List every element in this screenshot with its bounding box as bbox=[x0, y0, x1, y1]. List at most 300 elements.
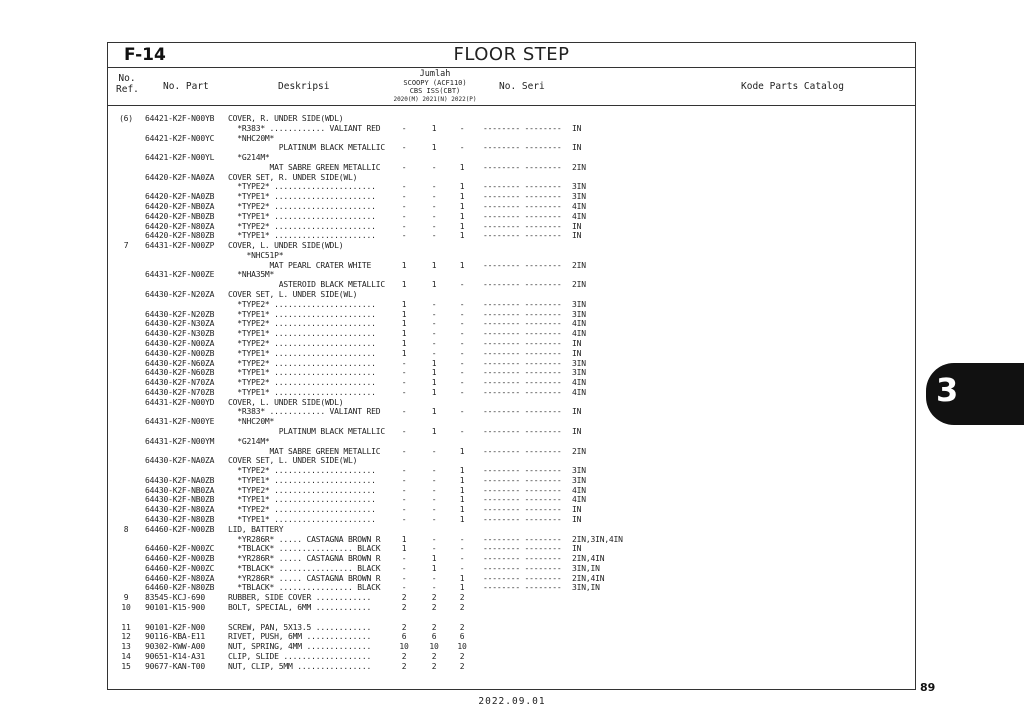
part-number: 83545-KCJ-690 bbox=[145, 593, 206, 603]
qty-2021: - bbox=[431, 221, 437, 231]
catalog-code: 3IN bbox=[572, 182, 586, 192]
table-row bbox=[108, 525, 915, 535]
table-row bbox=[108, 456, 915, 466]
qty-2021: 2 bbox=[431, 593, 437, 603]
figure-code: F-14 bbox=[124, 45, 166, 65]
serial-number: -------- -------- bbox=[483, 338, 562, 348]
table-row bbox=[108, 427, 915, 437]
part-number: 64431-K2F-N00YD bbox=[145, 397, 215, 407]
table-row bbox=[108, 476, 915, 486]
table-row bbox=[108, 251, 915, 261]
serial-number: -------- -------- bbox=[483, 485, 562, 495]
ref-header-line2: Ref. bbox=[116, 84, 139, 95]
description: *YR286R* ..... CASTAGNA BROWN R bbox=[228, 573, 381, 583]
qty-2020: 1 bbox=[401, 319, 407, 329]
description: *G214M* bbox=[228, 153, 270, 163]
qty-2020: - bbox=[401, 583, 407, 593]
table-row bbox=[108, 339, 915, 349]
catalog-code: 2IN,4IN bbox=[572, 554, 605, 564]
part-number: 64420-K2F-NB0ZA bbox=[145, 202, 215, 212]
serial-number: -------- -------- bbox=[483, 123, 562, 133]
serial-number: -------- -------- bbox=[483, 319, 562, 329]
qty-2022: - bbox=[459, 358, 465, 368]
qty-2020: 1 bbox=[401, 329, 407, 339]
table-row bbox=[108, 329, 915, 339]
description: COVER, L. UNDER SIDE(WDL) bbox=[228, 397, 344, 407]
description: *YR286R* ..... CASTAGNA BROWN R bbox=[228, 534, 381, 544]
description: MAT SABRE GREEN METALLIC bbox=[228, 446, 381, 456]
section-tab bbox=[926, 363, 1024, 425]
part-number: 64430-K2F-NA0ZA bbox=[145, 456, 215, 466]
catalog-code: IN bbox=[572, 123, 582, 133]
description: *YR286R* ..... CASTAGNA BROWN R bbox=[228, 554, 381, 564]
qty-2022: - bbox=[459, 299, 465, 309]
part-header: No. Part bbox=[163, 81, 209, 92]
ref-number: 13 bbox=[121, 642, 131, 652]
qty-2022: 1 bbox=[459, 202, 465, 212]
qty-2020: - bbox=[401, 407, 407, 417]
description: COVER SET, L. UNDER SIDE(WL) bbox=[228, 290, 358, 300]
serial-number: -------- -------- bbox=[483, 544, 562, 554]
serial-number: -------- -------- bbox=[483, 182, 562, 192]
print-date: 2022.09.01 bbox=[478, 696, 546, 707]
serial-number: -------- -------- bbox=[483, 280, 562, 290]
catalog-code: 4IN bbox=[572, 378, 586, 388]
description: *TYPE1* ...................... bbox=[228, 368, 376, 378]
catalog-code: 3IN bbox=[572, 466, 586, 476]
table-row bbox=[108, 642, 915, 652]
part-number: 64431-K2F-N00YM bbox=[145, 436, 215, 446]
table-row bbox=[108, 535, 915, 545]
qty-2020: - bbox=[401, 182, 407, 192]
part-number: 64421-K2F-N00YB bbox=[145, 114, 215, 123]
catalog-code: 4IN bbox=[572, 485, 586, 495]
qty-2021: - bbox=[431, 446, 437, 456]
description: *G214M* bbox=[228, 436, 270, 446]
qty-2022: 1 bbox=[459, 573, 465, 583]
qty-2022: - bbox=[459, 554, 465, 564]
qty-2022: 1 bbox=[459, 485, 465, 495]
qty-2021: - bbox=[431, 495, 437, 505]
part-number: 64430-K2F-N30ZA bbox=[145, 319, 215, 329]
qty-2022: 1 bbox=[459, 260, 465, 270]
qty-2022: 2 bbox=[459, 593, 465, 603]
qty-2020: - bbox=[401, 202, 407, 212]
catalog-code: 4IN bbox=[572, 329, 586, 339]
ref-number: (6) bbox=[119, 114, 133, 123]
serial-number: -------- -------- bbox=[483, 211, 562, 221]
description: *TYPE1* ...................... bbox=[228, 495, 376, 505]
part-number: 64430-K2F-NA0ZB bbox=[145, 475, 215, 485]
description: *TYPE1* ...................... bbox=[228, 348, 376, 358]
serial-number: -------- -------- bbox=[483, 505, 562, 515]
qty-2021: 1 bbox=[431, 387, 437, 397]
qty-2021: - bbox=[431, 182, 437, 192]
table-row bbox=[108, 662, 915, 672]
catalog-code: 2IN bbox=[572, 162, 586, 172]
ref-header bbox=[116, 73, 138, 95]
serial-number: -------- -------- bbox=[483, 426, 562, 436]
qty-2020: - bbox=[401, 514, 407, 524]
qty-2020: 2 bbox=[401, 622, 407, 632]
serial-number: -------- -------- bbox=[483, 554, 562, 564]
serial-number: -------- -------- bbox=[483, 514, 562, 524]
qty-2021: - bbox=[431, 505, 437, 515]
qty-2022: - bbox=[459, 319, 465, 329]
serial-number: -------- -------- bbox=[483, 573, 562, 583]
qty-2020: - bbox=[401, 162, 407, 172]
ref-header-line1: No. bbox=[118, 73, 136, 84]
table-row bbox=[108, 437, 915, 447]
jumlah-years: 2020(M) 2021(N) 2022(P) bbox=[393, 95, 477, 103]
catalog-code: IN bbox=[572, 426, 582, 436]
qty-2021: 1 bbox=[431, 358, 437, 368]
serial-number: -------- -------- bbox=[483, 221, 562, 231]
qty-2020: - bbox=[401, 554, 407, 564]
qty-2020: 6 bbox=[401, 632, 407, 642]
description: COVER SET, R. UNDER SIDE(WL) bbox=[228, 172, 358, 182]
ref-number: 12 bbox=[121, 632, 131, 642]
catalog-code: 4IN bbox=[572, 387, 586, 397]
table-row bbox=[108, 544, 915, 554]
qty-2022: 1 bbox=[459, 221, 465, 231]
part-number: 90677-KAN-T00 bbox=[145, 661, 206, 671]
qty-2022: 1 bbox=[459, 162, 465, 172]
qty-2020: - bbox=[401, 368, 407, 378]
catalog-code: 4IN bbox=[572, 211, 586, 221]
qty-2021: 1 bbox=[431, 378, 437, 388]
table-row bbox=[108, 407, 915, 417]
part-number: 64460-K2F-N00ZC bbox=[145, 563, 215, 573]
description: *TYPE2* ...................... bbox=[228, 182, 376, 192]
qty-2021: 1 bbox=[431, 554, 437, 564]
table-row bbox=[108, 632, 915, 642]
jumlah-label: Jumlah bbox=[419, 69, 451, 79]
qty-2021: - bbox=[431, 466, 437, 476]
description: *TYPE2* ...................... bbox=[228, 505, 376, 515]
part-number: 64430-K2F-N80ZA bbox=[145, 505, 215, 515]
description: SCREW, PAN, 5X13.5 ............ bbox=[228, 622, 372, 632]
description: BOLT, SPECIAL, 6MM ............ bbox=[228, 603, 372, 612]
qty-2022: - bbox=[459, 348, 465, 358]
description: PLATINUM BLACK METALLIC bbox=[228, 143, 385, 153]
column-header bbox=[108, 67, 915, 106]
serial-number: -------- -------- bbox=[483, 192, 562, 202]
catalog-code: 2IN bbox=[572, 446, 586, 456]
table-row bbox=[108, 417, 915, 427]
description: *TYPE2* ...................... bbox=[228, 358, 376, 368]
part-number: 64460-K2F-N00ZB bbox=[145, 524, 215, 534]
qty-2022: - bbox=[459, 426, 465, 436]
catalog-code: IN bbox=[572, 514, 582, 524]
part-number: 64421-K2F-N00YC bbox=[145, 133, 215, 143]
qty-2022: 1 bbox=[459, 514, 465, 524]
part-number: 64431-K2F-N00YE bbox=[145, 417, 215, 427]
qty-2022: - bbox=[459, 309, 465, 319]
qty-2022: - bbox=[459, 544, 465, 554]
table-row bbox=[108, 564, 915, 574]
part-number: 90302-KWW-A00 bbox=[145, 642, 206, 652]
description: *TBLACK* ................ BLACK bbox=[228, 583, 381, 593]
table-row bbox=[108, 398, 915, 408]
ref-number: 15 bbox=[121, 661, 131, 671]
table-row bbox=[108, 182, 915, 192]
qty-2022: - bbox=[459, 534, 465, 544]
seri-header: No. Seri bbox=[499, 81, 545, 92]
qty-2020: - bbox=[401, 466, 407, 476]
table-row bbox=[108, 603, 915, 613]
qty-2020: 2 bbox=[401, 593, 407, 603]
qty-2021: - bbox=[431, 162, 437, 172]
part-number: 64430-K2F-N20ZB bbox=[145, 309, 215, 319]
qty-2021: - bbox=[431, 299, 437, 309]
description: *TYPE1* ...................... bbox=[228, 231, 376, 241]
description: MAT SABRE GREEN METALLIC bbox=[228, 162, 381, 172]
part-number: 64431-K2F-N00ZP bbox=[145, 241, 215, 251]
description: *TYPE1* ...................... bbox=[228, 475, 376, 485]
qty-2022: - bbox=[459, 378, 465, 388]
qty-2022: 1 bbox=[459, 446, 465, 456]
table-row bbox=[108, 368, 915, 378]
ref-number: 8 bbox=[123, 524, 129, 534]
table-row bbox=[108, 134, 915, 144]
part-number: 90101-K15-900 bbox=[145, 603, 206, 612]
qty-2022: 1 bbox=[459, 182, 465, 192]
desc-header: Deskripsi bbox=[278, 81, 330, 92]
table-row bbox=[108, 505, 915, 515]
qty-2022: 2 bbox=[459, 661, 465, 671]
description: *TBLACK* ................ BLACK bbox=[228, 544, 381, 554]
qty-2021: - bbox=[431, 211, 437, 221]
qty-2021: - bbox=[431, 485, 437, 495]
qty-2021: 2 bbox=[431, 661, 437, 671]
table-row bbox=[108, 202, 915, 212]
qty-2022: 1 bbox=[459, 475, 465, 485]
serial-number: -------- -------- bbox=[483, 299, 562, 309]
qty-2020: - bbox=[401, 485, 407, 495]
part-number: 64420-K2F-N80ZA bbox=[145, 221, 215, 231]
description: RUBBER, SIDE COVER ............ bbox=[228, 593, 372, 603]
description: PLATINUM BLACK METALLIC bbox=[228, 426, 385, 436]
serial-number: -------- -------- bbox=[483, 378, 562, 388]
catalog-code: IN bbox=[572, 231, 582, 241]
table-row bbox=[108, 212, 915, 222]
table-row bbox=[108, 310, 915, 320]
catalog-code: IN bbox=[572, 544, 582, 554]
serial-number: -------- -------- bbox=[483, 387, 562, 397]
qty-2022: 10 bbox=[457, 642, 467, 652]
qty-2021: - bbox=[431, 534, 437, 544]
catalog-code: IN bbox=[572, 338, 582, 348]
part-number: 90116-KBA-E11 bbox=[145, 632, 206, 642]
qty-2022: 1 bbox=[459, 211, 465, 221]
table-row bbox=[108, 495, 915, 505]
qty-2021: 2 bbox=[431, 622, 437, 632]
part-number: 64460-K2F-N00ZC bbox=[145, 544, 215, 554]
qty-2022: - bbox=[459, 143, 465, 153]
qty-2022: 2 bbox=[459, 622, 465, 632]
part-number: 64420-K2F-N80ZB bbox=[145, 231, 215, 241]
part-number: 64430-K2F-N60ZA bbox=[145, 358, 215, 368]
table-row bbox=[108, 280, 915, 290]
qty-2021: - bbox=[431, 544, 437, 554]
catalog-code: 3IN bbox=[572, 368, 586, 378]
page-title: FLOOR STEP bbox=[453, 44, 570, 65]
description: *TYPE1* ...................... bbox=[228, 211, 376, 221]
part-number: 64430-K2F-N20ZA bbox=[145, 290, 215, 300]
table-row bbox=[108, 300, 915, 310]
qty-2021: 1 bbox=[431, 123, 437, 133]
description: *TYPE2* ...................... bbox=[228, 466, 376, 476]
table-row bbox=[108, 261, 915, 271]
description: CLIP, SLIDE ................... bbox=[228, 651, 372, 661]
table-row bbox=[108, 222, 915, 232]
title-bar bbox=[108, 43, 915, 68]
part-number: 64430-K2F-NB0ZB bbox=[145, 495, 215, 505]
serial-number: -------- -------- bbox=[483, 202, 562, 212]
serial-number: -------- -------- bbox=[483, 260, 562, 270]
part-number: 64420-K2F-NA0ZA bbox=[145, 172, 215, 182]
description: *TYPE2* ...................... bbox=[228, 319, 376, 329]
ref-number: 14 bbox=[121, 651, 131, 661]
qty-2020: - bbox=[401, 495, 407, 505]
table-row bbox=[108, 241, 915, 251]
description: *TYPE1* ...................... bbox=[228, 192, 376, 202]
table-row bbox=[108, 231, 915, 241]
qty-2022: 1 bbox=[459, 583, 465, 593]
qty-2020: 1 bbox=[401, 348, 407, 358]
part-number: 64421-K2F-N00YL bbox=[145, 153, 215, 163]
qty-2022: 2 bbox=[459, 651, 465, 661]
description: *TYPE1* ...................... bbox=[228, 329, 376, 339]
qty-2021: 1 bbox=[431, 143, 437, 153]
part-number: 64430-K2F-N30ZB bbox=[145, 329, 215, 339]
description: *TYPE1* ...................... bbox=[228, 514, 376, 524]
table-row bbox=[108, 143, 915, 153]
description: MAT PEARL CRATER WHITE bbox=[228, 260, 372, 270]
qty-2022: 1 bbox=[459, 231, 465, 241]
qty-2022: - bbox=[459, 338, 465, 348]
part-number: 64430-K2F-N60ZB bbox=[145, 368, 215, 378]
table-row bbox=[108, 378, 915, 388]
qty-2020: - bbox=[401, 123, 407, 133]
qty-2021: 2 bbox=[431, 651, 437, 661]
description: COVER, R. UNDER SIDE(WDL) bbox=[228, 114, 344, 123]
qty-2021: - bbox=[431, 475, 437, 485]
part-number: 64460-K2F-N80ZB bbox=[145, 583, 215, 593]
description: RIVET, PUSH, 6MM .............. bbox=[228, 632, 372, 642]
part-number: 90651-K14-A31 bbox=[145, 651, 206, 661]
serial-number: -------- -------- bbox=[483, 162, 562, 172]
section-number: 3 bbox=[936, 371, 959, 409]
description: *R383* ............ VALIANT RED bbox=[228, 407, 381, 417]
jumlah-model: SCOOPY (ACF110) bbox=[403, 78, 467, 87]
qty-2020: - bbox=[401, 221, 407, 231]
qty-2022: 2 bbox=[459, 603, 465, 612]
description: *TYPE2* ...................... bbox=[228, 299, 376, 309]
serial-number: -------- -------- bbox=[483, 495, 562, 505]
qty-2021: 1 bbox=[431, 563, 437, 573]
table-row bbox=[108, 114, 915, 124]
catalog-code: 2IN,4IN bbox=[572, 573, 605, 583]
qty-2021: 1 bbox=[431, 260, 437, 270]
description: *NHC20M* bbox=[228, 133, 275, 143]
description: NUT, CLIP, 5MM ................ bbox=[228, 661, 372, 671]
catalog-code: 4IN bbox=[572, 495, 586, 505]
table-row bbox=[108, 163, 915, 173]
description: COVER, L. UNDER SIDE(WDL) bbox=[228, 241, 344, 251]
qty-2022: 1 bbox=[459, 505, 465, 515]
description: COVER SET, L. UNDER SIDE(WL) bbox=[228, 456, 358, 466]
catalog-code: 2IN bbox=[572, 260, 586, 270]
part-number: 64430-K2F-N00ZA bbox=[145, 338, 215, 348]
table-row bbox=[108, 574, 915, 584]
qty-2020: - bbox=[401, 358, 407, 368]
table-row bbox=[108, 486, 915, 496]
qty-2020: 1 bbox=[401, 338, 407, 348]
description: NUT, SPRING, 4MM .............. bbox=[228, 642, 372, 652]
ref-number: 9 bbox=[123, 593, 129, 603]
table-row bbox=[108, 349, 915, 359]
qty-2021: - bbox=[431, 192, 437, 202]
catalog-code: 3IN,IN bbox=[572, 583, 600, 593]
page-number: 89 bbox=[920, 681, 936, 694]
qty-2021: 6 bbox=[431, 632, 437, 642]
qty-2021: 10 bbox=[429, 642, 439, 652]
part-number: 64460-K2F-N80ZA bbox=[145, 573, 215, 583]
catalog-code: IN bbox=[572, 143, 582, 153]
serial-number: -------- -------- bbox=[483, 348, 562, 358]
part-number: 64430-K2F-N70ZB bbox=[145, 387, 215, 397]
serial-number: -------- -------- bbox=[483, 563, 562, 573]
description: *TBLACK* ................ BLACK bbox=[228, 563, 381, 573]
qty-2020: 1 bbox=[401, 534, 407, 544]
table-row bbox=[108, 359, 915, 369]
qty-2020: 2 bbox=[401, 603, 407, 612]
catalog-frame bbox=[107, 42, 916, 690]
catalog-code: IN bbox=[572, 407, 582, 417]
qty-2020: - bbox=[401, 192, 407, 202]
qty-2020: - bbox=[401, 475, 407, 485]
serial-number: -------- -------- bbox=[483, 466, 562, 476]
qty-2020: - bbox=[401, 231, 407, 241]
qty-2021: - bbox=[431, 338, 437, 348]
qty-2021: 1 bbox=[431, 426, 437, 436]
catalog-code: IN bbox=[572, 221, 582, 231]
description: LID, BATTERY bbox=[228, 524, 284, 534]
serial-number: -------- -------- bbox=[483, 143, 562, 153]
table-row bbox=[108, 270, 915, 280]
table-row bbox=[108, 173, 915, 183]
catalog-code: 3IN bbox=[572, 309, 586, 319]
qty-2021: - bbox=[431, 348, 437, 358]
qty-2021: - bbox=[431, 309, 437, 319]
catalog-code: 2IN,3IN,4IN bbox=[572, 534, 623, 544]
qty-2020: 1 bbox=[401, 309, 407, 319]
table-row bbox=[108, 593, 915, 603]
catalog-code: 3IN,IN bbox=[572, 563, 600, 573]
qty-2021: - bbox=[431, 514, 437, 524]
qty-2020: - bbox=[401, 426, 407, 436]
qty-2020: 1 bbox=[401, 299, 407, 309]
description: *NHC20M* bbox=[228, 417, 275, 427]
qty-2022: - bbox=[459, 329, 465, 339]
table-row bbox=[108, 192, 915, 202]
jumlah-header bbox=[390, 70, 480, 104]
qty-2022: 6 bbox=[459, 632, 465, 642]
qty-2020: - bbox=[401, 573, 407, 583]
qty-2021: 1 bbox=[431, 368, 437, 378]
